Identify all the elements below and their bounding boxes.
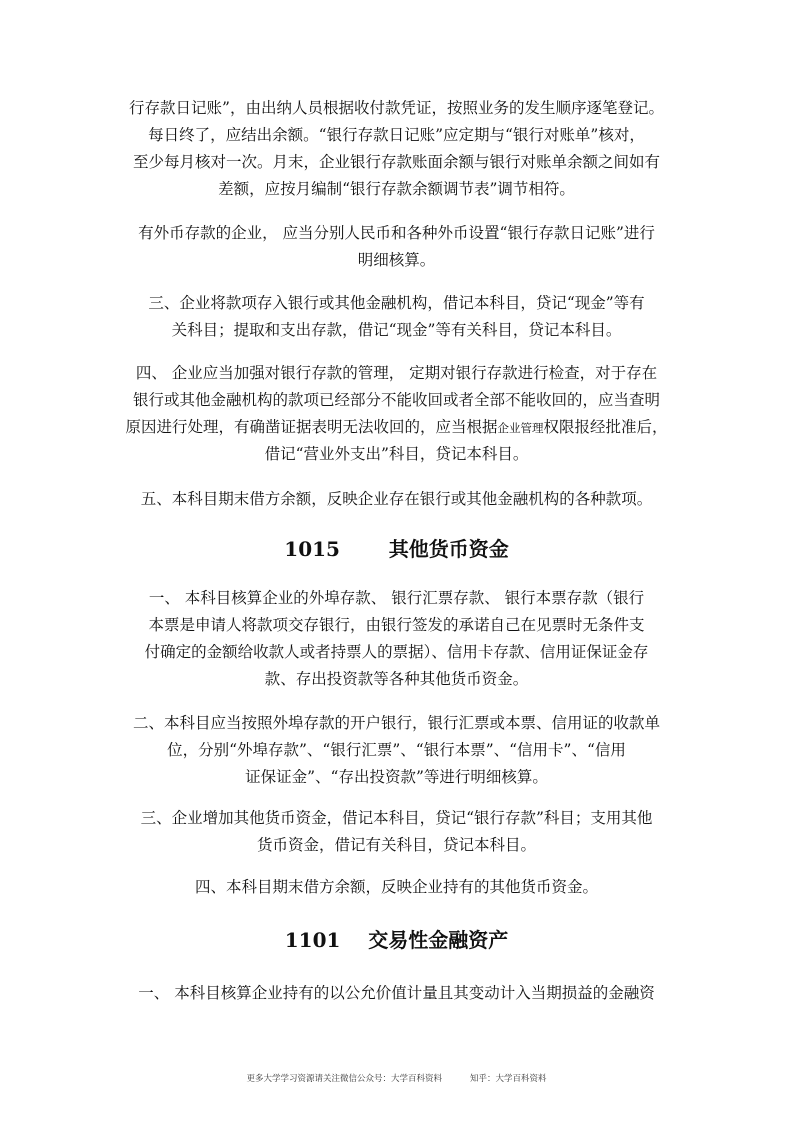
- paragraph-bank-journal: [104, 95, 689, 203]
- page-footer: [0, 1073, 793, 1085]
- text-line: 五、本科目期末借方余额，反映企业存在银行或其他金融机构的各种款项。: [140, 490, 653, 508]
- text-line: 有外币存款的企业， 应当分别人民币和各种外币设置“银行存款日记账”进行: [138, 224, 655, 242]
- text-line: 每日终了，应结出余额。“银行存款日记账”应定期与“银行对账单”核对，: [148, 126, 645, 144]
- text-line: 本票是申请人将款项交存银行，由银行签发的承诺自己在见票时无条件支: [148, 616, 645, 634]
- paragraph-other-funds-two: [104, 710, 689, 791]
- paragraph-item-five: [104, 486, 689, 513]
- text-line: 货币资金，借记有关科目，贷记本科目。: [256, 836, 536, 854]
- text-line: 行存款日记账”，由出纳人员根据收付款凭证，按照业务的发生顺序逐笔登记。: [129, 99, 664, 117]
- text-line: 一、 本科目核算企业的外埠存款、 银行汇票存款、 银行本票存款（银行: [148, 589, 645, 607]
- text-line: 一、 本科目核算企业持有的以公允价值计量且其变动计入当期损益的金融资: [138, 984, 655, 1002]
- heading-code: 1015: [284, 537, 340, 561]
- text-line: 明细核算。: [357, 251, 436, 269]
- text-line: 证保证金”、“存出投资款”等进行明细核算。: [245, 768, 548, 786]
- text-segment: 权限报经批准后，: [543, 418, 668, 436]
- paragraph-foreign-currency: [104, 220, 689, 274]
- text-line: 位，分别“外埠存款”、“银行汇票”、“银行本票”、“信用卡”、“信用: [167, 741, 626, 759]
- text-line: 差额，应按月编制“银行存款余额调节表”调节相符。: [218, 180, 575, 198]
- text-line: 付确定的金额给收款人或者持票人的票据）、信用卡存款、信用证保证金存: [144, 643, 649, 661]
- section-heading-1101: [104, 926, 689, 954]
- text-line: 四、 企业应当加强对银行存款的管理， 定期对银行存款进行检查，对于存在: [135, 364, 658, 382]
- heading-title: 其他货币资金: [388, 537, 509, 561]
- paragraph-item-four: [104, 360, 689, 468]
- paragraph-other-funds-one: [104, 585, 689, 693]
- text-line: 三、企业增加其他货币资金，借记本科目，贷记“银行存款”科目；支用其他: [140, 809, 653, 827]
- text-line: 二、本科目应当按照外埠存款的开户银行，银行汇票或本票、信用证的收款单: [132, 714, 660, 732]
- paragraph-other-funds-three: [104, 805, 689, 859]
- text-line: 关科目；提取和支出存款，借记“现金”等有关科目，贷记本科目。: [171, 321, 622, 339]
- text-line: 借记“营业外支出”科目，贷记本科目。: [264, 445, 529, 463]
- section-heading-1015: [104, 535, 689, 563]
- paragraph-other-funds-four: [104, 874, 689, 901]
- text-line: 至少每月核对一次。月末，企业银行存款账面余额与银行对账单余额之间如有: [132, 153, 660, 171]
- paragraph-item-three: [104, 290, 689, 344]
- heading-code: 1101: [284, 928, 341, 952]
- small-text-segment: 企业管理: [497, 421, 544, 435]
- footer-wechat-note: 更多大学学习资源请关注微信公众号：大学百科资料: [246, 1074, 442, 1084]
- text-line: 银行或其他金融机构的款项已经部分不能收回或者全部不能收回的，应当查明: [132, 391, 660, 409]
- text-line: 三、企业将款项存入银行或其他金融机构，借记本科目，贷记“现金”等有: [148, 294, 645, 312]
- footer-zhihu-note: 知乎：大学百科资料: [470, 1074, 547, 1084]
- text-line: 款、存出投资款等各种其他货币资金。: [264, 670, 529, 688]
- text-line: [104, 414, 689, 441]
- paragraph-trading-assets-one: [104, 980, 689, 1007]
- text-segment: 原因进行处理，有确凿证据表明无法收回的，应当根据: [125, 418, 498, 436]
- text-line: 四、本科目期末借方余额，反映企业持有的其他货币资金。: [194, 878, 598, 896]
- heading-title: 交易性金融资产: [368, 928, 509, 952]
